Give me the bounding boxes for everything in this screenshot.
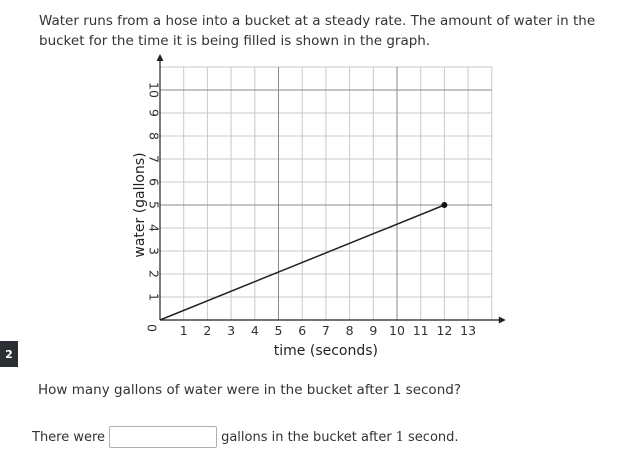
y-tick-label: 7 [146,155,162,163]
y-axis-arrow [157,54,164,61]
problem-statement: Water runs from a hose into a bucket at a steady rate. The amount of water in the bucket for the time it is being filled is shown in the graph. [39,13,596,49]
y-axis-label: water (gallons) [132,152,148,258]
answer-number: 1 [395,429,405,445]
x-tick-label: 8 [345,323,354,338]
x-tick-label: 6 [298,323,307,338]
y-tick-label: 10 [146,82,162,98]
x-tick-label: 1 [179,323,188,338]
x-axis-label: time (seconds) [273,343,379,359]
answer-mid-text: gallons in the bucket after [221,429,392,445]
x-tick-label: 4 [250,323,259,338]
y-tick-label: 5 [146,201,162,209]
y-tick-label: 6 [146,178,162,186]
y-tick-label: 1 [146,293,162,301]
y-tick-label: 8 [146,132,162,140]
origin-label: 0 [144,324,160,332]
y-tick-label: 4 [146,224,162,232]
endpoint-marker [441,202,447,208]
x-tick-label: 9 [369,323,378,338]
x-tick-label: 10 [389,323,405,338]
y-tick-label: 2 [146,270,162,278]
answer-suffix: second. [408,429,459,445]
x-tick-label: 12 [436,323,453,338]
x-tick-label: 3 [227,323,236,338]
x-tick-label: 5 [274,323,283,338]
x-tick-label: 13 [460,323,477,338]
gallons-answer-input[interactable] [109,426,217,448]
x-tick-label: 2 [203,323,212,338]
question-number-badge: 2 [0,341,18,367]
x-tick-label: 7 [321,323,330,338]
answer-prefix: There were [32,429,106,445]
x-axis-arrow [499,317,506,324]
x-tick-label: 11 [412,323,429,338]
y-tick-label: 9 [146,109,162,117]
question-text: How many gallons of water were in the bucket after 1 second? [38,382,461,398]
answer-row [32,424,459,450]
y-tick-label: 3 [146,247,162,255]
